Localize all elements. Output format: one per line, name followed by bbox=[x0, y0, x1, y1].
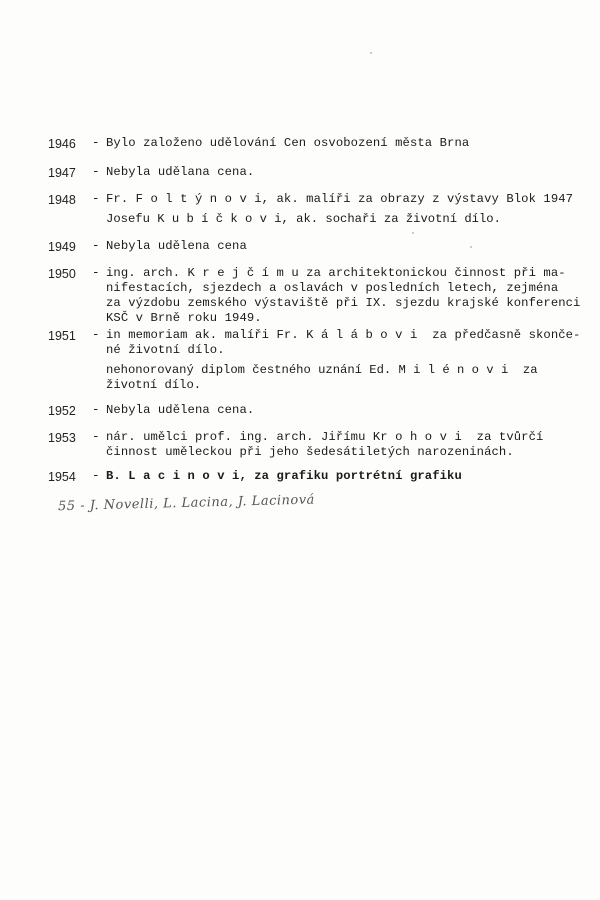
dash: - bbox=[92, 328, 100, 342]
entry-text: Nebyla udělana cena. bbox=[106, 165, 255, 179]
paper-speck bbox=[370, 52, 372, 54]
entry-text: Fr. F o l t ý n o v i, ak. malíři za obrazy z výstavy Blok 1947 bbox=[106, 192, 574, 206]
entry-1951-sub: nehonorovaný diplom čestného uznání Ed. M i l é n o v i za životní dílo. bbox=[106, 363, 538, 392]
year-label: 1947 bbox=[48, 166, 76, 180]
dash: - bbox=[92, 266, 100, 280]
dash: - bbox=[92, 192, 100, 206]
entry-text: ing. arch. K r e j č í m u za architektonickou činnost při ma- nifestacích, sjezdech a oslavách v posledních letech, zejména za výzdobu zemského výstaviště při IX. sjezdu krajské konferenci KSČ v Brně roku 1949. bbox=[106, 266, 581, 325]
entry-text: in memoriam ak. malíři Fr. K á l á b o v i za předčasně skonče- né životní dílo. bbox=[106, 328, 581, 357]
year-label: 1954 bbox=[48, 470, 76, 484]
entry-text: nár. umělci prof. ing. arch. Jiřímu Kr o h o v i za tvůrčí činnost uměleckou při jeho šedesátiletých narozeninách. bbox=[106, 430, 544, 459]
year-label: 1946 bbox=[48, 137, 76, 151]
paper-speck bbox=[412, 232, 414, 234]
dash: - bbox=[92, 165, 100, 179]
dash: - bbox=[92, 136, 100, 150]
year-label: 1952 bbox=[48, 404, 76, 418]
year-label: 1949 bbox=[48, 240, 76, 254]
entry-text: Nebyla udělena cena bbox=[106, 239, 247, 253]
entry-text: B. L a c i n o v i, za grafiku portrétní grafiku bbox=[106, 469, 462, 483]
dash: - bbox=[92, 430, 100, 444]
dash: - bbox=[92, 403, 100, 417]
year-label: 1951 bbox=[48, 329, 76, 343]
year-label: 1950 bbox=[48, 267, 76, 281]
dash: - bbox=[92, 469, 100, 483]
dash: - bbox=[92, 239, 100, 253]
entry-1948-sub: Josefu K u b í č k o v i, ak. sochaři za životní dílo. bbox=[106, 212, 501, 226]
paper-speck bbox=[470, 246, 472, 248]
entry-text: Nebyla udělena cena. bbox=[106, 403, 255, 417]
handwritten-note: 55 - J. Novelli, L. Lacina, J. Lacinová bbox=[57, 492, 316, 515]
entry-text: Bylo založeno udělování Cen osvobození města Brna bbox=[106, 136, 470, 150]
year-label: 1948 bbox=[48, 193, 76, 207]
year-label: 1953 bbox=[48, 431, 76, 445]
